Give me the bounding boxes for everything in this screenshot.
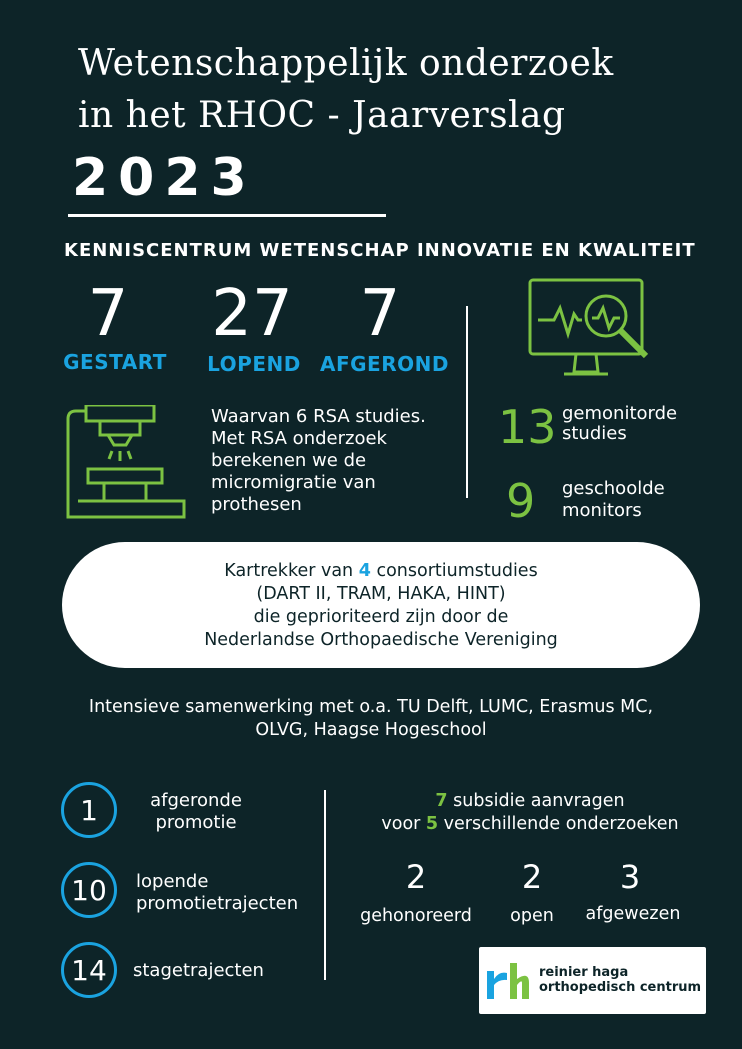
rh-mark-icon xyxy=(485,961,533,1001)
stat-ongoing-label: LOPEND xyxy=(207,352,301,376)
promotion-ongoing-circle: 10 xyxy=(61,862,117,918)
internship-label: stagetrajecten xyxy=(133,960,264,981)
stat-started-value: 7 xyxy=(87,277,129,351)
grants-summary: 7 subsidie aanvragen voor 5 verschillende onderzoeken xyxy=(381,791,679,834)
consortium-pill xyxy=(62,542,700,668)
section-heading: KENNISCENTRUM WETENSCHAP INNOVATIE EN KWALITEIT xyxy=(64,240,696,261)
grants-open-label: open xyxy=(510,906,554,926)
pill-line-1: Kartrekker van 4 consortiumstudies xyxy=(224,561,538,581)
grants-open-value: 2 xyxy=(521,858,543,896)
promotion-completed-label: afgeronde promotie xyxy=(150,790,242,833)
grants-awarded-label: gehonoreerd xyxy=(360,906,472,926)
logo-text: reinier haga orthopedisch centrum xyxy=(539,965,702,995)
grants-awarded-value: 2 xyxy=(405,858,427,896)
microscope-icon xyxy=(64,405,190,523)
promotion-ongoing-label: lopende promotietrajecten xyxy=(136,871,299,914)
trained-monitors-label: geschoolde monitors xyxy=(562,478,665,521)
monitor-analytics-icon xyxy=(528,278,654,380)
title-line-1: Wetenschappelijk onderzoek xyxy=(78,43,614,84)
internship-circle: 14 xyxy=(61,942,117,998)
divider-top xyxy=(466,306,468,498)
reinier-haga-logo xyxy=(479,947,706,1014)
divider-bottom xyxy=(324,790,326,980)
pill-line-3: die geprioriteerd zijn door de xyxy=(253,607,509,627)
stat-completed-label: AFGEROND xyxy=(320,352,449,376)
pill-line-2: (DART II, TRAM, HAKA, HINT) xyxy=(256,584,506,604)
grants-rejected-label: afgewezen xyxy=(585,904,681,924)
year: 2023 xyxy=(72,148,257,208)
stat-completed-value: 7 xyxy=(359,277,401,351)
title-underline xyxy=(68,214,386,217)
promotion-completed-circle: 1 xyxy=(61,782,117,838)
page-title xyxy=(78,38,614,142)
title-line-2: in het RHOC - Jaarverslag xyxy=(78,95,566,136)
pill-line-4: Nederlandse Orthopaedische Vereniging xyxy=(204,630,558,650)
collaboration-text: Intensieve samenwerking met o.a. TU Delft, LUMC, Erasmus MC, OLVG, Haagse Hogeschool xyxy=(88,697,654,740)
grants-rejected-value: 3 xyxy=(619,858,641,896)
monitored-studies-label: gemonitorde studies xyxy=(562,403,678,444)
monitored-studies-value: 13 xyxy=(498,400,557,454)
rsa-text: Waarvan 6 RSA studies. Met RSA onderzoek berekenen we de micromigratie van prothesen xyxy=(211,406,426,515)
trained-monitors-value: 9 xyxy=(506,474,536,528)
stat-started-label: GESTART xyxy=(63,350,167,374)
stat-ongoing-value: 27 xyxy=(211,277,293,351)
